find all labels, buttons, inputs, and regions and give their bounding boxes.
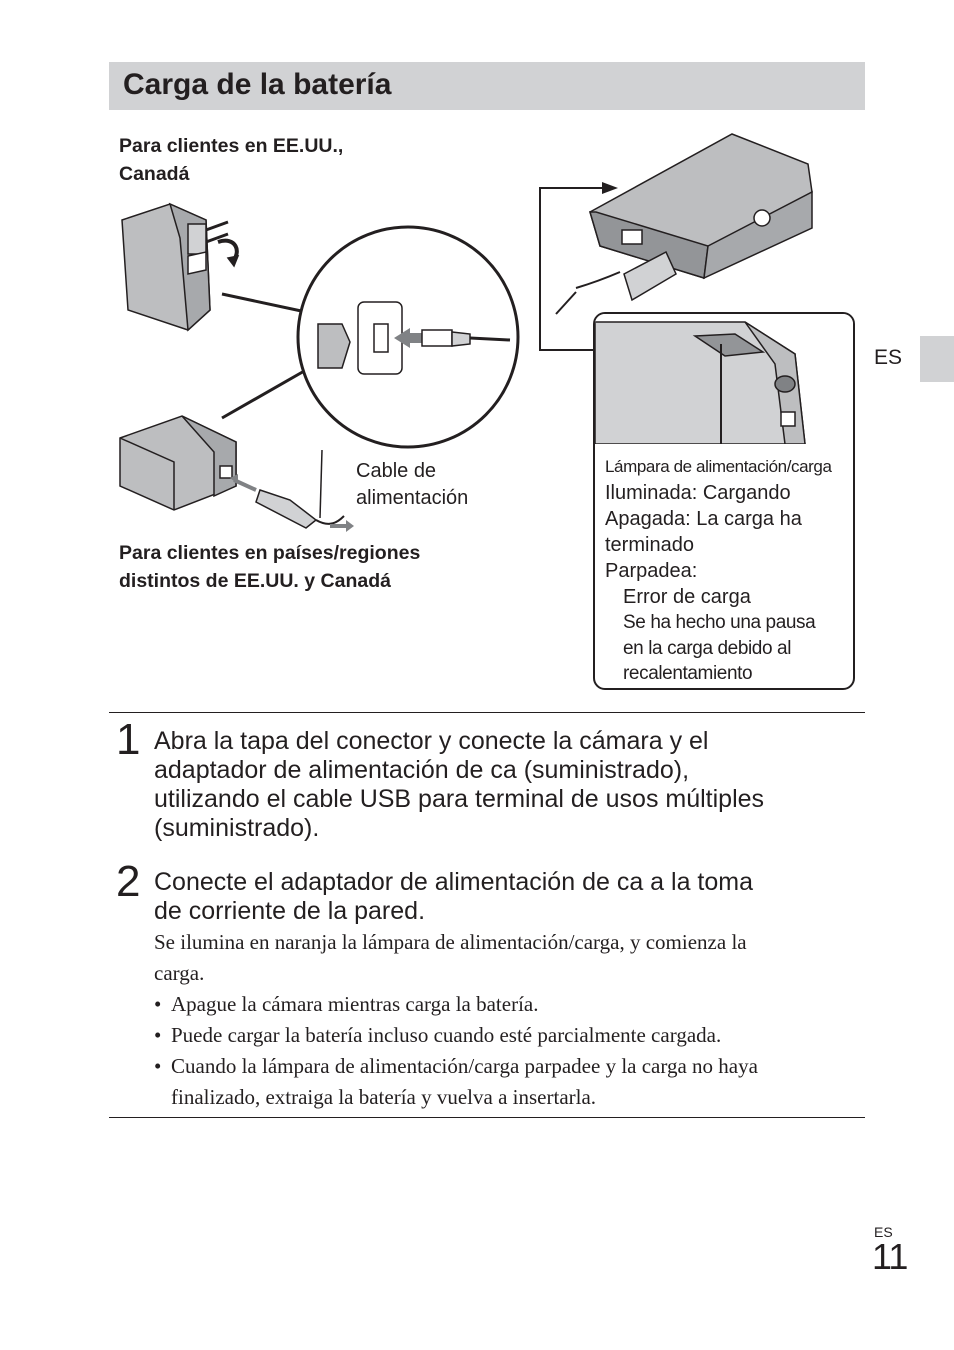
lamp-lit-status: Iluminada: Cargando xyxy=(605,482,791,504)
step-1-number: 1 xyxy=(116,715,141,764)
steps-bottom-rule xyxy=(109,1117,865,1118)
step-2-number: 2 xyxy=(116,857,141,906)
lamp-blink-pause-line2: en la carga debido al xyxy=(623,637,792,659)
lamp-off-status-line1: Apagada: La carga ha xyxy=(605,508,802,530)
step-2-body-line1: Se ilumina en naranja la lámpara de alimentación/carga, y comienza la xyxy=(154,930,747,954)
lamp-blink-error: Error de carga xyxy=(623,586,751,608)
power-plug-drawing xyxy=(230,450,354,532)
us-adapter-drawing xyxy=(122,204,238,330)
caption-other-line1: Para clientes en países/regiones xyxy=(119,542,421,564)
step-1-line3: utilizando el cable USB para terminal de usos múltiples xyxy=(154,785,765,813)
step-2-body-line2: carga. xyxy=(154,961,205,985)
lamp-blink-pause-line1: Se ha hecho una pausa xyxy=(623,612,816,633)
power-cable-label-line1: Cable de xyxy=(356,460,437,482)
step-2-line2: de corriente de la pared. xyxy=(154,897,426,925)
power-cable-label-line2: alimentación xyxy=(356,487,469,509)
bullet-1-text: Apague la cámara mientras carga la batería. xyxy=(171,992,539,1016)
side-language-label: ES xyxy=(874,346,903,369)
bullet-3-text-line1: Cuando la lámpara de alimentación/carga parpadee y la carga no haya xyxy=(171,1054,758,1078)
bullet-item xyxy=(154,1020,864,1051)
adapter-illustration xyxy=(110,190,540,540)
camera-drawing xyxy=(556,134,812,314)
steps-top-rule xyxy=(109,712,865,713)
bullet-3-text-line2: finalizado, extraiga la batería y vuelva a insertarla. xyxy=(171,1085,597,1109)
lamp-off-status-line2: terminado xyxy=(605,534,694,556)
bullet-dot: • xyxy=(154,1023,162,1047)
power-cable-label xyxy=(356,458,468,512)
caption-us-line2: Canadá xyxy=(119,163,190,185)
caption-other-regions xyxy=(119,539,420,595)
step-1-text xyxy=(154,727,864,843)
bullet-item xyxy=(154,1051,864,1113)
section-title: Carga de la batería xyxy=(123,68,392,101)
step-1-line1: Abra la tapa del conector y conecte la cámara y el xyxy=(154,727,709,755)
side-language-tab xyxy=(920,336,954,382)
footer-language: ES xyxy=(874,1224,893,1240)
step-1-line4: (suministrado). xyxy=(154,814,320,842)
bullet-2-text: Puede cargar la batería incluso cuando esté parcialmente cargada. xyxy=(171,1023,722,1047)
lamp-blink-pause-line3: recalentamiento xyxy=(623,663,753,684)
step-2-body xyxy=(154,927,864,1113)
lamp-blink-status: Parpadea: xyxy=(605,560,698,582)
caption-us-canada xyxy=(119,132,343,188)
page-number: 11 xyxy=(872,1236,908,1277)
step-2-line1: Conecte el adaptador de alimentación de ca a la toma xyxy=(154,868,753,896)
step-2-text xyxy=(154,868,864,926)
lamp-title: Lámpara de alimentación/carga xyxy=(605,457,832,476)
step-1-line2: adaptador de alimentación de ca (suministrado), xyxy=(154,756,690,784)
bullet-dot: • xyxy=(154,1054,162,1078)
callout-arrow-icon xyxy=(602,182,618,194)
bullet-dot: • xyxy=(154,992,162,1016)
caption-us-line1: Para clientes en EE.UU., xyxy=(119,135,344,157)
lamp-closeup-illustration xyxy=(595,314,853,444)
bullet-item xyxy=(154,989,864,1020)
other-adapter-drawing xyxy=(120,416,236,510)
caption-other-line2: distintos de EE.UU. y Canadá xyxy=(119,570,391,592)
charge-lamp-box xyxy=(593,312,855,690)
